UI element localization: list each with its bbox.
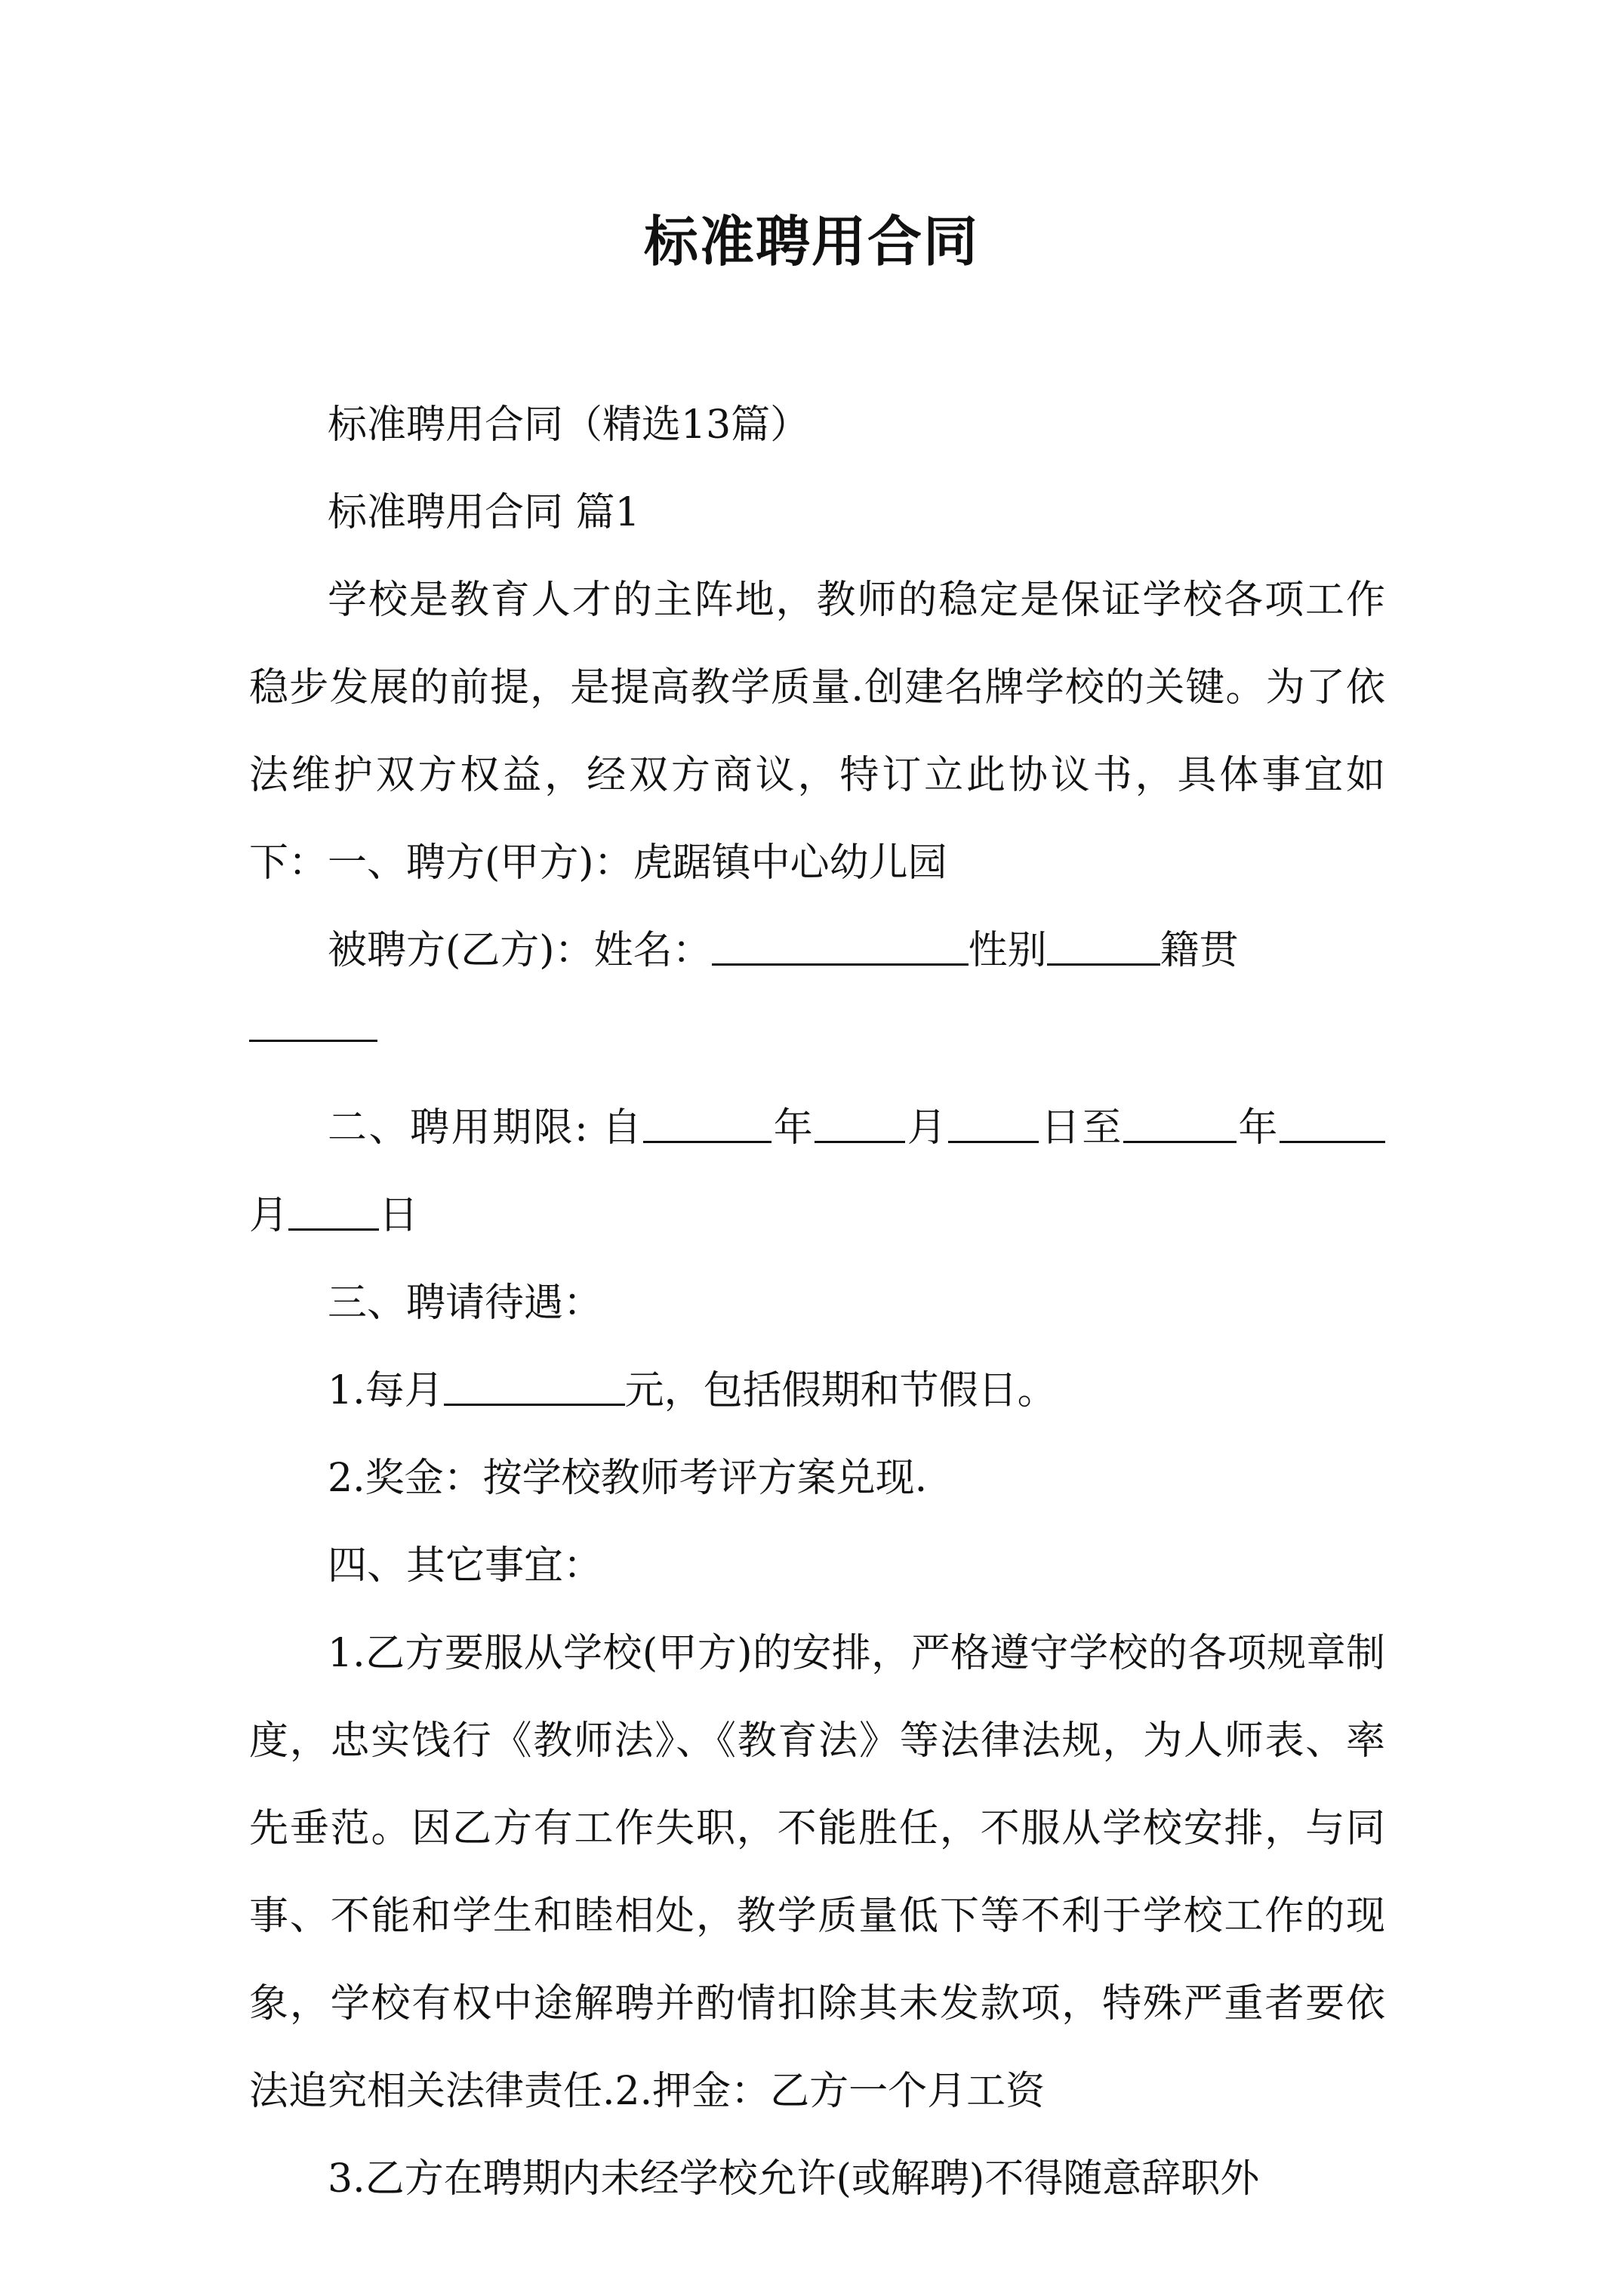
salary-prefix: 1.每月 <box>328 1368 444 1413</box>
paragraph-section4-title: 四、其它事宜： <box>328 1543 603 1589</box>
salary-blank <box>444 1366 625 1405</box>
term-month-label-1: 月 <box>905 1105 949 1151</box>
document-title: 标准聘用合同 <box>643 209 979 273</box>
document-body <box>249 381 1385 2223</box>
start-day-blank <box>948 1103 1039 1142</box>
paragraph-term <box>249 1084 1385 1259</box>
paragraph-intro: 学校是教育人才的主阵地，教师的稳定是保证学校各项工作稳步发展的前提，是提高教学质量.创建名牌学校的关键。为了依法维护双方权益，经双方商议，特订立此协议书，具体事宜如下：一、聘方(甲方)：虎踞镇中心幼儿园 <box>249 578 1385 886</box>
term-year-label-1: 年 <box>771 1105 815 1151</box>
paragraph-section-heading: 标准聘用合同 篇1 <box>328 490 640 535</box>
term-month-label-2: 月 <box>249 1193 289 1238</box>
start-year-blank <box>643 1103 771 1142</box>
gender-label: 性别 <box>968 928 1047 973</box>
paragraph-bonus: 2.奖金：按学校教师考评方案兑现. <box>328 1456 928 1501</box>
name-blank <box>712 926 969 965</box>
native-place-blank <box>249 994 377 1042</box>
paragraph-item1: 1.乙方要服从学校(甲方)的安排，严格遵守学校的各项规章制度，忠实饯行《教师法》、《教育法》等法律法规，为人师表、率先垂范。因乙方有工作失职，不能胜任，不服从学校安排，与同事、不能和学生和睦相处，教学质量低下等不利于学校工作的现象，学校有权中途解聘并酌情扣除其未发款项，特殊严重者要依法追究相关法律责任.2.押金：乙方一个月工资 <box>249 1631 1385 2114</box>
start-month-blank <box>815 1103 905 1142</box>
paragraph-item3: 3.乙方在聘期内未经学校允许(或解聘)不得随意辞职外 <box>328 2156 1260 2202</box>
paragraph-subtitle: 标准聘用合同（精选13篇） <box>328 402 810 448</box>
native-place-label: 籍贯 <box>1160 928 1239 973</box>
paragraph-section3-title: 三、聘请待遇： <box>328 1281 603 1326</box>
gender-blank <box>1047 926 1160 965</box>
term-day-label: 日 <box>379 1193 419 1238</box>
term-day-to-label: 日至 <box>1039 1105 1123 1151</box>
party-b-prefix: 被聘方(乙方)：姓名： <box>328 928 712 973</box>
paragraph-party-b <box>249 907 1385 994</box>
end-year-blank <box>1123 1103 1236 1142</box>
paragraph-salary <box>249 1347 1385 1435</box>
term-prefix: 二、聘用期限: 自 <box>328 1105 644 1151</box>
end-month-blank <box>1280 1103 1385 1142</box>
term-year-label-2: 年 <box>1236 1105 1280 1151</box>
salary-suffix: 元，包括假期和节假日。 <box>624 1368 1057 1413</box>
end-day-blank <box>288 1191 379 1230</box>
